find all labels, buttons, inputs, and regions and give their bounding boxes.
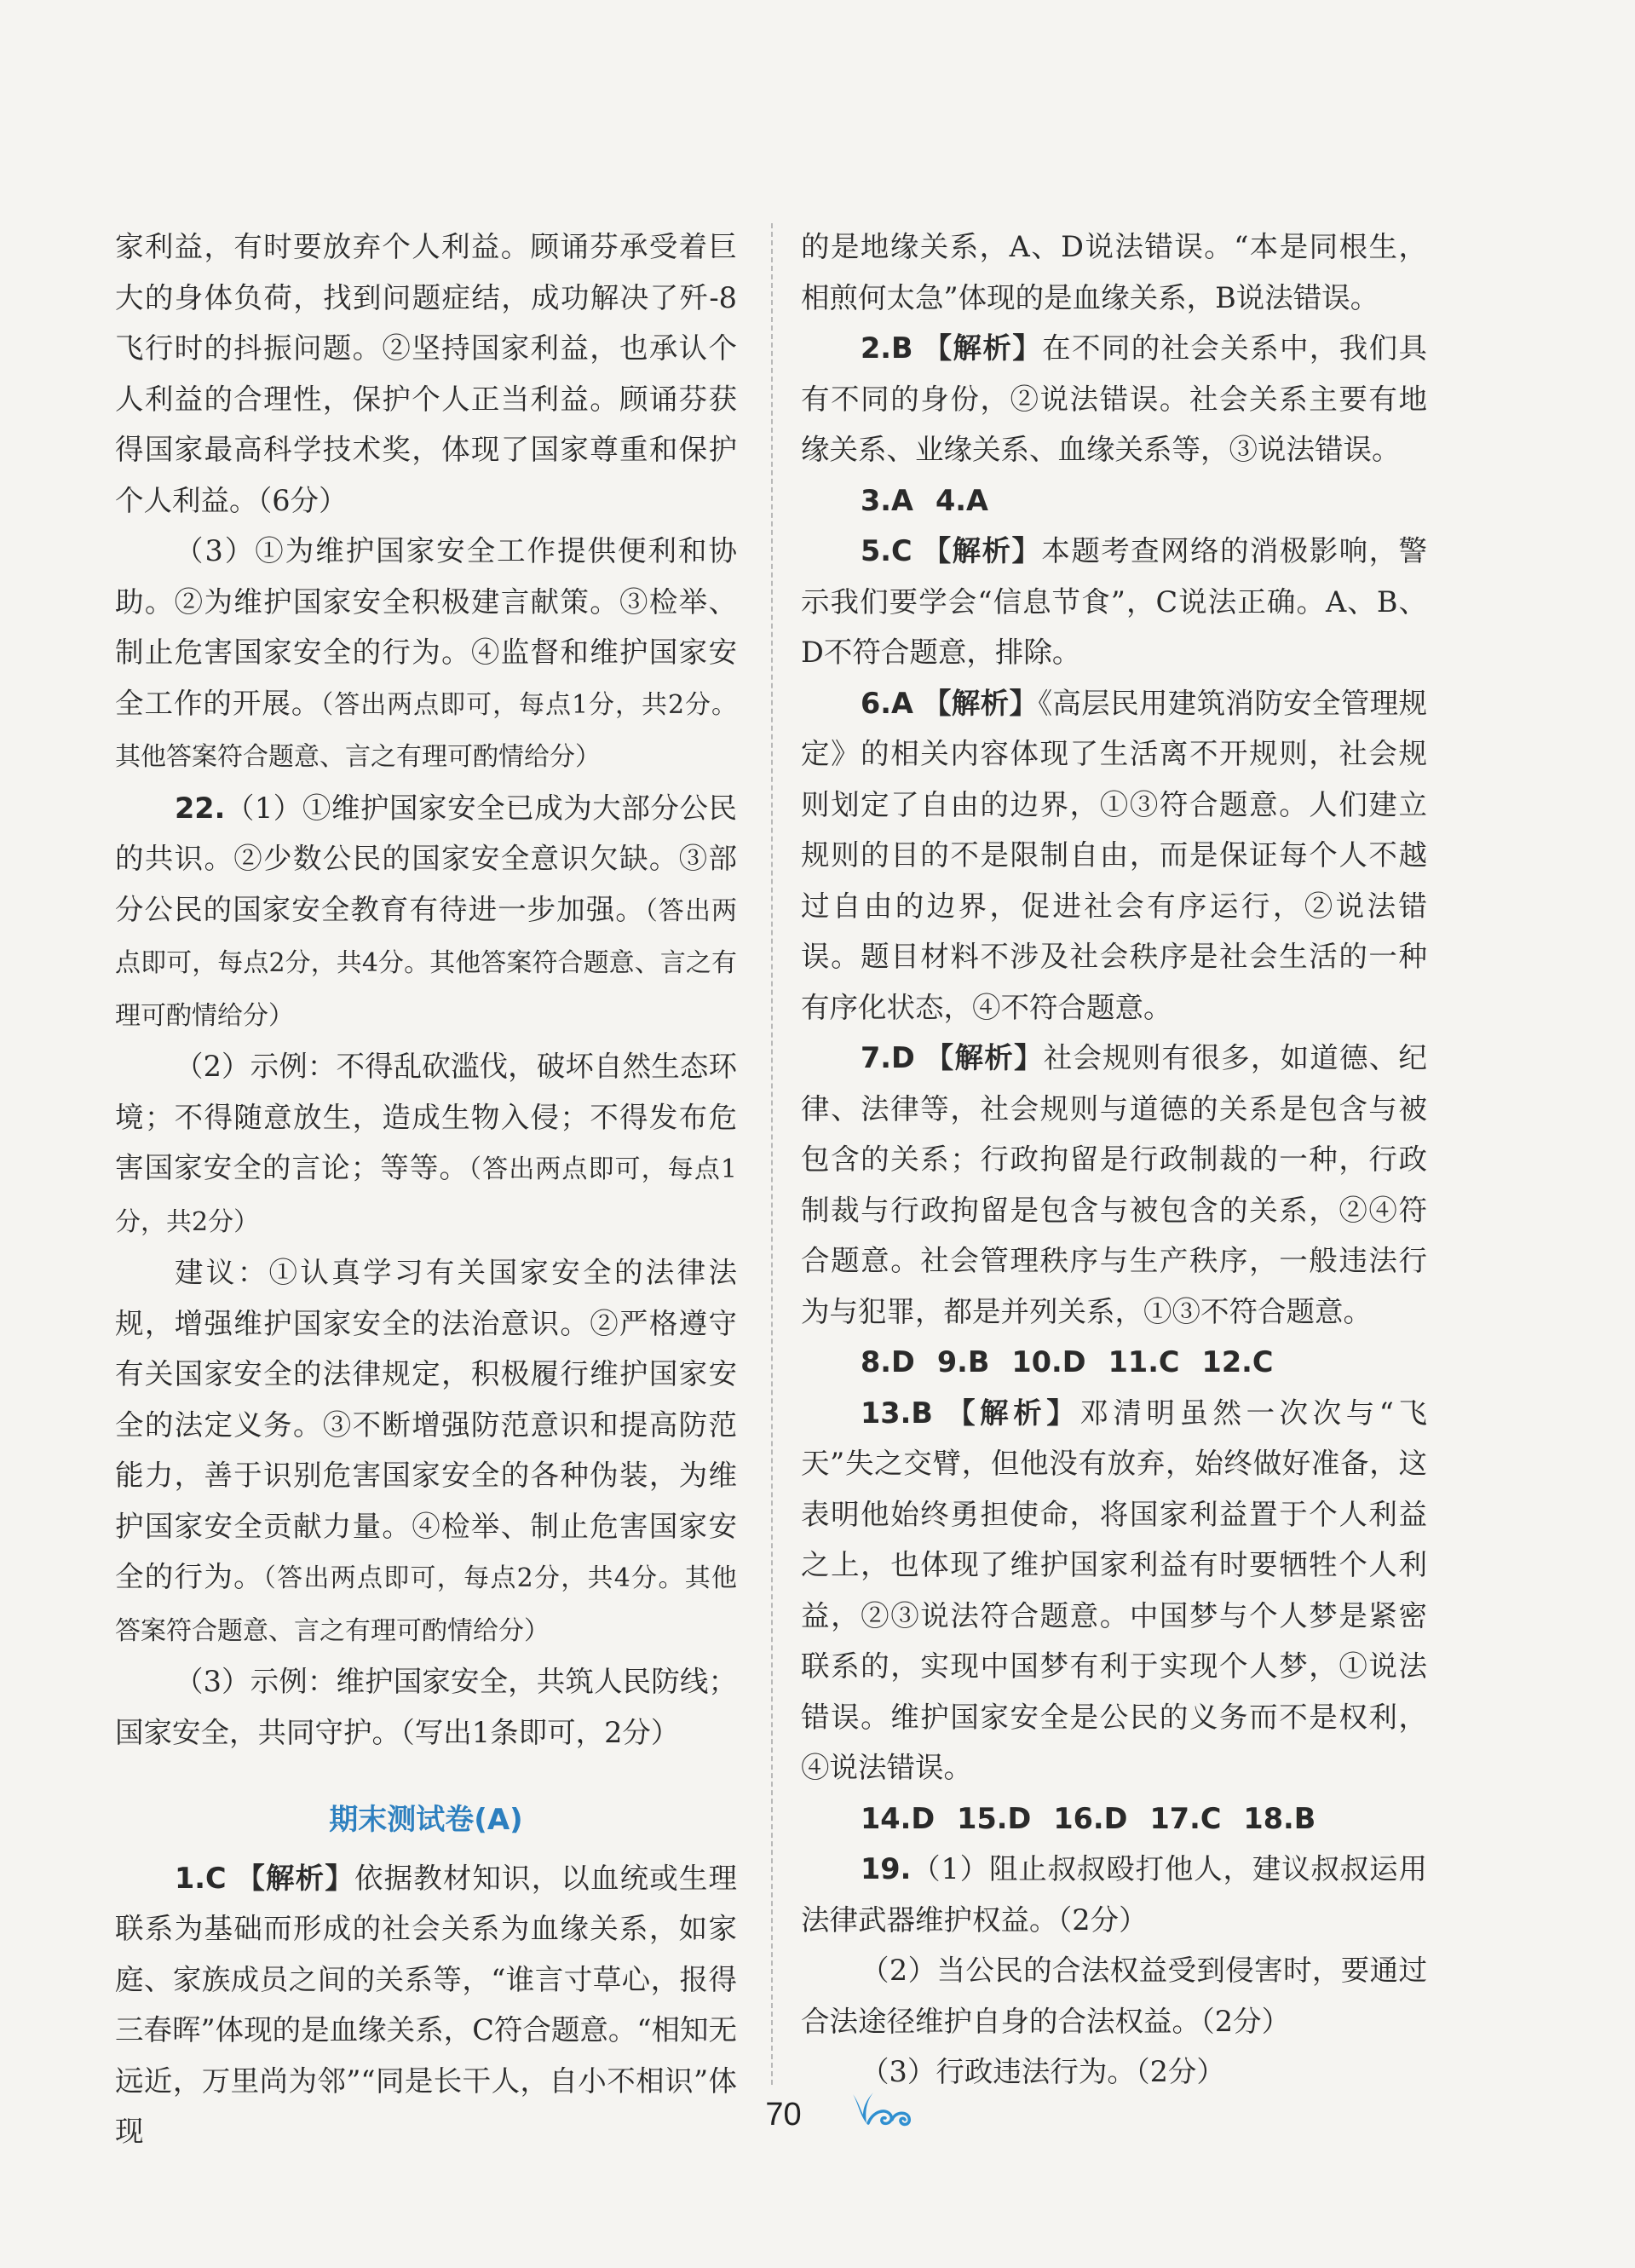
scoring-note: （答出两点即可，每点1分，共2分。其他答案符合题意、言之有理可酌情给分） [115,689,737,772]
page-footer [0,2097,1635,2133]
answer-text: 《高层民用建筑消防安全管理规定》的相关内容体现了生活离不开规则，社会规则划定了自由的边界，①③符合题意。人们建立规则的目的不是限制自由，而是保证每个人不越过自由的边界，促进社会有序运行，②说法错误。题目材料不涉及社会秩序是社会生活的一种有序化状态，④不符合题意。 [801,686,1428,1024]
scoring-note: （答出两点即可，每点2分，共4分。其他答案符合题意、言之有理可酌情给分） [115,895,738,1031]
section-title: 期末测试卷(A) [329,1803,523,1837]
answer-item: 10.D [1011,1345,1086,1379]
question-number: 13.B [861,1396,933,1430]
answers-8-12 [801,1337,1427,1388]
question-2 [801,323,1427,475]
question-19 [801,1844,1427,1945]
question-number: 22. [175,791,226,825]
question-7 [801,1033,1427,1337]
answer-item: 9.B [936,1345,990,1379]
answer-text: 邓清明虽然一次次与“飞天”失之交臂，但他没有放弃，始终做好准备，这表明他始终勇担使命，将国家利益置于个人利益之上，也体现了维护国家利益有时要牺牲个人利益，②③说法符合题意。中国梦与个人梦是紧密联系的，实现中国梦有利于实现个人梦，①说法错误。维护国家安全是公民的义务而不是权利，④说法错误。 [801,1396,1427,1784]
answer-text: 社会规则有很多，如道德、纪律、法律等，社会规则与道德的关系是包含与被包含的关系；行政拘留是行政制裁的一种，行政制裁与行政拘留是包含与被包含的关系，②④符合题意。社会管理秩序与生产秩序，一般违法行为与犯罪，都是并列关系，①③不符合题意。 [801,1041,1428,1328]
scoring-note: （答出两点即可，每点1分，共2分） [115,1154,738,1237]
answer-item: 18.B [1243,1801,1316,1835]
answer-text: 本题考查网络的消极影响，警示我们要学会“信息节食”，C说法正确。A、B、D不符合题意，排除。 [801,534,1428,669]
analysis-tag: 【解析】 [924,1041,1044,1074]
paragraph [115,1247,737,1656]
answers-14-18 [801,1793,1427,1845]
paragraph: （2）当公民的合法权益受到侵害时，要通过合法途径维护自身的合法权益。（2分） [801,1954,1427,2038]
question-13 [801,1388,1427,1793]
analysis-tag: 【解析】 [236,1861,354,1895]
answer-item: 16.D [1053,1801,1128,1835]
answer-item: 4.A [935,483,988,517]
answer-text: 依据教材知识，以血统或生理联系为基础而形成的社会关系为血缘关系，如家庭、家族成员之间的关系等，“谁言寸草心，报得三春晖”体现的是血缘关系，C符合题意。“相知无远近，万里尚为邻”“同是长干人，自小不相识”体现 [115,1861,738,2148]
paragraph [115,1041,737,1247]
question-number: 19. [861,1852,912,1885]
answers-3-4 [801,475,1427,527]
analysis-tag: 【解析】 [923,331,1043,365]
paragraph: 家利益，有时要放弃个人利益。顾诵芬承受着巨大的身体负荷，找到问题症结，成功解决了歼-8飞行时的抖振问题。②坚持国家利益，也承认个人利益的合理性，保护个人正当利益。顾诵芬获得国家最高科学技术奖，体现了国家尊重和保护个人利益。（6分） [115,230,737,517]
question-5 [801,526,1427,678]
swirl-leaf-logo-icon [848,2086,916,2130]
paragraph: （3）示例：维护国家安全，共筑人民防线；国家安全，共同守护。（写出1条即可，2分） [115,1665,737,1749]
right-column [801,222,1427,2098]
swirl-shape [892,2113,909,2124]
answer-text: （2）示例：不得乱砍滥伐，破坏自然生态环境；不得随意放生，造成生物入侵；不得发布危害国家安全的言论；等等。 [115,1050,737,1184]
paragraph: （3）行政违法行为。（2分） [861,2055,1225,2088]
answer-text: （3）①为维护国家安全工作提供便利和协助。②为维护国家安全积极建言献策。③检举、制止危害国家安全的行为。④监督和维护国家安全工作的开展。 [115,534,737,720]
answer-text: （1）①维护国家安全已成为大部分公民的共识。②少数公民的国家安全意识欠缺。③部分公民的国家安全教育有待进一步加强。 [115,791,737,926]
question-number: 7.D [861,1041,915,1074]
answer-text: （1）阻止叔叔殴打他人，建议叔叔运用法律武器维护权益。（2分） [801,1852,1427,1937]
answer-item: 12.C [1201,1345,1274,1379]
left-column [115,222,737,2157]
question-22 [115,783,737,1042]
column-divider [771,223,773,2085]
swirl-shape [868,2111,891,2123]
paragraph: 的是地缘关系，A、D说法错误。“本是同根生，相煎何太急”体现的是血缘关系，B说法错误。 [801,230,1427,314]
question-number: 2.B [861,331,913,365]
answer-text: 在不同的社会关系中，我们具有不同的身份，②说法错误。社会关系主要有地缘关系、业缘关系、血缘关系等，③说法错误。 [801,331,1428,466]
question-number: 5.C [861,534,912,567]
answer-item: 8.D [861,1345,915,1379]
answer-item: 17.C [1149,1801,1222,1835]
question-number: 1.C [175,1861,227,1895]
question-6 [801,678,1427,1033]
answer-item: 11.C [1108,1345,1180,1379]
answer-text: 建议：①认真学习有关国家安全的法律法规，增强维护国家安全的法治意识。②严格遵守有关国家安全的法律规定，积极履行维护国家安全的法定义务。③不断增强防范意识和提高防范能力，善于识别危害国家安全的各种伪装，为维护国家安全贡献力量。④检举、制止危害国家安全的行为。 [115,1256,737,1593]
page-number: 70 [765,2097,802,2133]
answer-item: 14.D [861,1801,936,1835]
paragraph [115,526,737,783]
answer-item: 3.A [861,483,913,517]
question-number: 6.A [861,686,913,720]
analysis-tag: 【解析】 [922,534,1042,567]
analysis-tag: 【解析】 [947,1396,1080,1430]
analysis-tag: 【解析】 [922,686,1039,720]
answer-item: 15.D [957,1801,1032,1835]
scoring-note: （答出两点即可，每点2分，共4分。其他答案符合题意、言之有理可酌情给分） [115,1563,737,1646]
